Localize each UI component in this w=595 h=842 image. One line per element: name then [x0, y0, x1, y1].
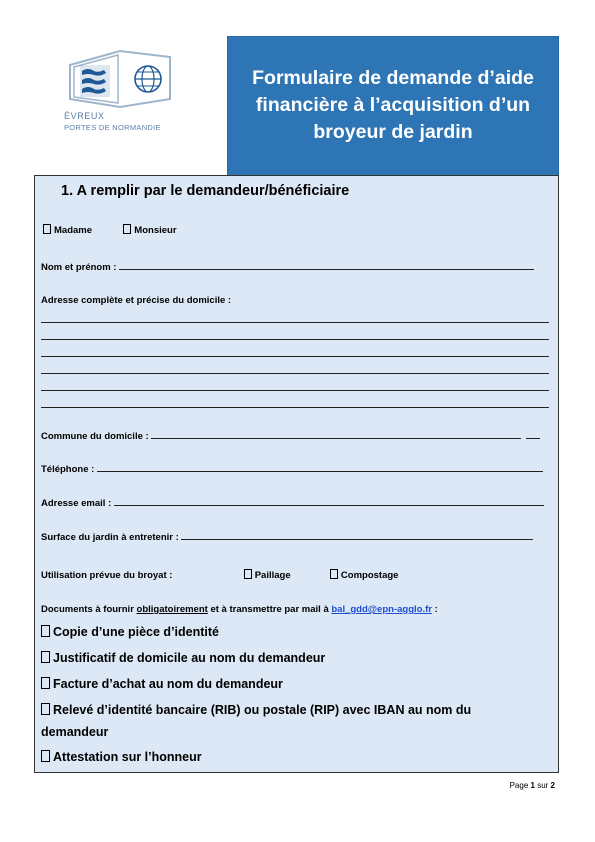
- footer-page-total: 2: [550, 781, 555, 790]
- madame-label: Madame: [54, 225, 93, 236]
- address-line[interactable]: [41, 339, 549, 340]
- docs-email-link[interactable]: bal_gdd@epn-agglo.fr: [331, 604, 432, 615]
- logo-emblem-icon: [62, 47, 180, 111]
- address-line[interactable]: [41, 356, 549, 357]
- usage-row: [41, 569, 398, 581]
- footer-of-word: sur: [537, 781, 549, 790]
- civility-row: [43, 224, 177, 236]
- compostage-label: Compostage: [340, 570, 399, 581]
- document-checkbox[interactable]: [41, 677, 50, 689]
- docs-intro-emphasis: obligatoirement: [136, 604, 208, 615]
- email-field[interactable]: [114, 504, 544, 506]
- paillage-checkbox[interactable]: [244, 569, 252, 579]
- document-checkbox[interactable]: [41, 625, 50, 637]
- document-checkbox[interactable]: [41, 651, 50, 663]
- usage-label: Utilisation prévue du broyat :: [41, 570, 173, 581]
- email-row: [41, 498, 544, 509]
- phone-row: [41, 464, 543, 475]
- monsieur-label: Monsieur: [134, 225, 177, 236]
- document-label: Relevé d’identité bancaire (RIB) ou postale (RIP) avec IBAN au nom du: [53, 703, 472, 717]
- document-item: [41, 651, 325, 665]
- commune-field-tail: [526, 437, 540, 439]
- commune-label: Commune du domicile :: [41, 431, 149, 442]
- compostage-checkbox[interactable]: [330, 569, 338, 579]
- address-line[interactable]: [41, 322, 549, 323]
- address-line[interactable]: [41, 390, 549, 391]
- document-label: Copie d’une pièce d’identité: [53, 625, 219, 639]
- surface-row: [41, 532, 533, 543]
- docs-intro-text-2: et à transmettre par mail à: [207, 604, 332, 615]
- page-title: Formulaire de demande d’aide financière à l’acquisition d’un broyeur de jardin: [252, 67, 534, 143]
- paillage-label: Paillage: [254, 570, 291, 581]
- commune-row: [41, 431, 540, 442]
- document-item: [41, 677, 283, 691]
- logo-text-subtitle: PORTES DE NORMANDIE: [64, 123, 161, 132]
- name-row: [41, 262, 534, 273]
- address-label: Adresse complète et précise du domicile :: [41, 295, 232, 306]
- docs-intro-colon: :: [431, 604, 438, 615]
- docs-intro-text: Documents à fournir: [41, 604, 137, 615]
- page-footer: [510, 781, 555, 790]
- surface-field[interactable]: [181, 538, 533, 540]
- monsieur-checkbox[interactable]: [123, 224, 131, 234]
- footer-page-number: 1: [530, 781, 535, 790]
- surface-label: Surface du jardin à entretenir :: [41, 532, 179, 543]
- email-label: Adresse email :: [41, 498, 112, 509]
- name-label: Nom et prénom :: [41, 262, 117, 273]
- document-checkbox[interactable]: [41, 703, 50, 715]
- document-item: [41, 703, 471, 717]
- logo: [62, 47, 180, 137]
- commune-field[interactable]: [151, 437, 521, 439]
- document-checkbox[interactable]: [41, 750, 50, 762]
- document-label: Facture d’achat au nom du demandeur: [53, 677, 283, 691]
- madame-checkbox[interactable]: [43, 224, 51, 234]
- document-item: [41, 625, 219, 639]
- document-label: Attestation sur l’honneur: [53, 750, 202, 764]
- address-line[interactable]: [41, 373, 549, 374]
- name-field[interactable]: [119, 268, 534, 270]
- phone-field[interactable]: [97, 470, 543, 472]
- section-heading: 1. A remplir par le demandeur/bénéficiaire: [61, 183, 350, 199]
- document-item: [41, 750, 202, 764]
- document-label: Justificatif de domicile au nom du demandeur: [53, 651, 326, 665]
- document-item-continuation: demandeur: [41, 725, 109, 739]
- title-banner: [227, 36, 559, 176]
- logo-text-city: ÉVREUX: [64, 111, 105, 121]
- phone-label: Téléphone :: [41, 464, 95, 475]
- documents-intro: [41, 604, 438, 615]
- address-line[interactable]: [41, 407, 549, 408]
- footer-page-word: Page: [509, 781, 529, 790]
- form-panel: [34, 175, 559, 773]
